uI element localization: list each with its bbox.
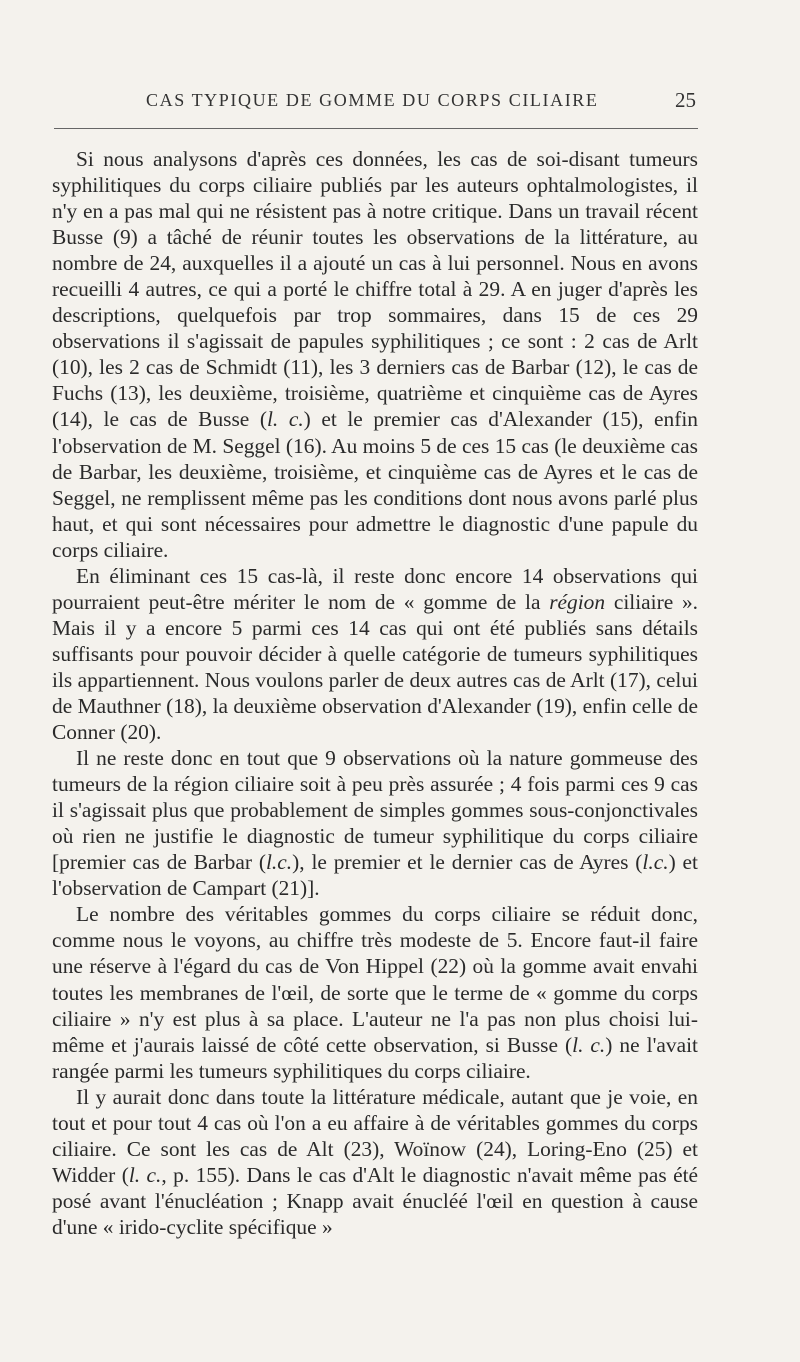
paragraph	[52, 745, 698, 901]
text-run: ) et le premier cas d'Alexander (15), enfin l'observation de M. Seggel (16). Au moins 5 de ces 15 cas (le deuxième cas de Barbar, les deuxième, troisième, et cinquième cas de Ayres et le cas de Seggel, ne remplissent même pas les conditions dont nous avons parlé plus haut, et qui sont nécessaires pour admettre le diagnostic d'une papule du corps ciliaire.	[52, 407, 698, 562]
paragraph	[52, 901, 698, 1083]
text-run: Le nombre des véritables gommes du corps ciliaire se réduit donc, comme nous le voyons, au chiffre très modeste de 5. Encore faut-il faire une réserve à l'égard du cas de Von Hippel (22) où la gomme avait envahi toutes les membranes de l'œil, de sorte que le terme de « gomme du corps ciliaire » n'y est plus à sa place. L'auteur ne l'a pas non plus choisi lui-même et j'aurais laissé de côté cette observation, si Busse (	[52, 902, 698, 1057]
paragraph	[52, 563, 698, 745]
text-run: , p. 155). Dans le cas d'Alt le diagnostic n'avait même pas été posé avant l'énucléation ; Knapp avait énucléé l'œil en question à cause d'une « irido-cyclite spécifique »	[52, 1162, 699, 1239]
text-run: ), le premier et le dernier cas de Ayres (	[292, 850, 643, 875]
running-head: CAS TYPIQUE DE GOMME DU CORPS CILIAIRE	[146, 90, 599, 110]
text-run: Il ne reste donc en tout que 9 observations où la nature gommeuse des tumeurs de la région ciliaire soit à peu près assurée ; 4 fois parmi ces 9 cas il s'agissait plus que probablement de simples gommes sous-conjonctivales où rien ne justifie le diagnostic de tumeur syphilitique du corps ciliaire [premier cas de Barbar (	[52, 746, 698, 875]
italic-citation: l. c.	[128, 1162, 162, 1187]
text-run: Si nous analysons d'après ces données, les cas de soi-disant tumeurs syphilitiques du corps ciliaire publiés par les auteurs ophtalmologistes, il n'y en a pas mal qui ne résistent pas à notre critique. Dans un travail récent Busse (9) a tâché de réunir toutes les observations de la littérature, au nombre de 24, auxquelles il a ajouté un cas à lui personnel. Nous en avons recueilli 4 autres, ce qui a porté le chiffre total à 29. A en juger d'après les descriptions, quelquefois par trop sommaires, dans 15 de ces 29 observations il s'agissait de papules syphilitiques ; ce sont : 2 cas de Arlt (10), les 2 cas de Schmidt (11), les 3 derniers cas de Barbar (12), le cas de Fuchs (13), les deuxième, troisième, quatrième et cinquième cas de Ayres (14), le cas de Busse (	[52, 147, 698, 432]
text-run: ) et l'observation de Campart (21)].	[52, 850, 698, 901]
paragraph	[52, 1084, 698, 1240]
italic-citation: l.c.	[265, 850, 293, 875]
text-run: Il y aurait donc dans toute la littérature médicale, autant que je voie, en tout et pour tout 4 cas où l'on a eu affaire à de véritables gommes du corps ciliaire. Ce sont les cas de Alt (23), Woïnow (24), Loring-Eno (25) et Widder (	[52, 1084, 698, 1187]
text-run: En éliminant ces 15 cas-là, il reste donc encore 14 observations qui pourraient peut-être mériter le nom de « gomme de la	[52, 563, 698, 614]
text-run: ) ne l'avait rangée parmi les tumeurs syphilitiques du corps ciliaire.	[52, 1032, 698, 1083]
text-run: ciliaire ». Mais il y a encore 5 parmi ces 14 cas qui ont été publiés sans détails suffisants pour pouvoir décider à quelle catégorie de tumeurs syphilitiques ils appartiennent. Nous voulons parler de deux autres cas de Arlt (17), celui de Mauthner (18), la deuxième observation d'Alexander (19), enfin celle de Conner (20).	[52, 589, 698, 745]
paragraph	[52, 146, 698, 563]
page-number: 25	[675, 88, 696, 112]
italic-citation: l.c.	[642, 850, 669, 875]
italic-citation: région	[549, 589, 606, 614]
body-text	[52, 146, 698, 1240]
header-rule	[54, 128, 698, 129]
page-header	[54, 88, 698, 118]
italic-citation: l. c.	[266, 407, 304, 432]
italic-citation: l. c.	[572, 1032, 606, 1057]
